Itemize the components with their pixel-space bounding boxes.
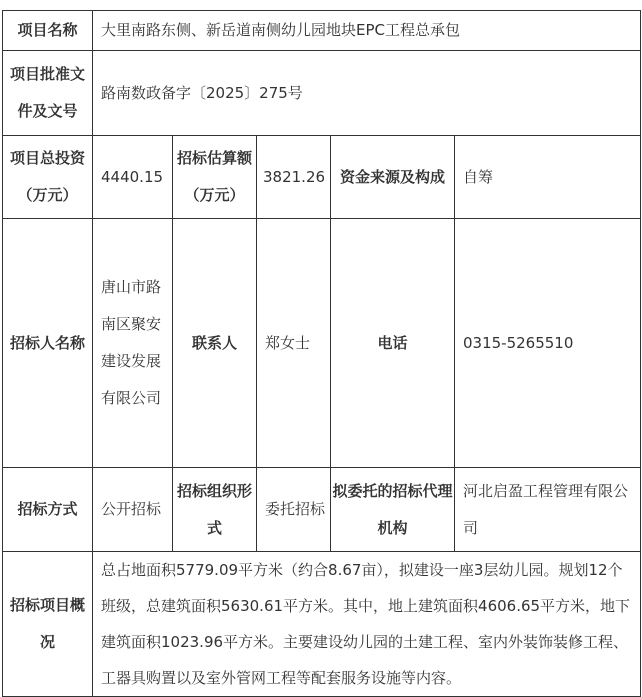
row-project-name	[3, 11, 641, 51]
project-name-label: 项目名称	[3, 11, 93, 51]
phone-label: 电话	[331, 219, 455, 468]
estimate-value: 3821.26	[257, 136, 331, 219]
fund-source-label: 资金来源及构成	[331, 136, 455, 219]
approval-label: 项目批准文件及文号	[3, 51, 93, 136]
method-label: 招标方式	[3, 468, 93, 552]
fund-source-value: 自筹	[455, 136, 641, 219]
tender-info-table	[2, 10, 641, 697]
investment-value: 4440.15	[93, 136, 173, 219]
row-tenderer	[3, 219, 641, 468]
row-investment	[3, 136, 641, 219]
overview-value: 总占地面积5779.09平方米（约合8.67亩），拟建设一座3层幼儿园。规划12个班级，总建筑面积5630.61平方米。其中，地上建筑面积4606.65平方米，地下建筑面积1023.96平方米。主要建设幼儿园的土建工程、室内外装饰装修工程、工器具购置以及室外管网工程等配套服务设施等内容。	[93, 552, 641, 697]
row-approval	[3, 51, 641, 136]
overview-label: 招标项目概况	[3, 552, 93, 697]
tenderer-value: 唐山市路南区聚安建设发展有限公司	[93, 219, 173, 468]
approval-value: 路南数政备字〔2025〕275号	[93, 51, 641, 136]
org-form-label: 招标组织形式	[173, 468, 257, 552]
row-method	[3, 468, 641, 552]
contact-label: 联系人	[173, 219, 257, 468]
investment-label: 项目总投资（万元）	[3, 136, 93, 219]
contact-value: 郑女士	[257, 219, 331, 468]
org-form-value: 委托招标	[257, 468, 331, 552]
tenderer-label: 招标人名称	[3, 219, 93, 468]
row-overview	[3, 552, 641, 697]
phone-value: 0315-5265510	[455, 219, 641, 468]
agency-value: 河北启盈工程管理有限公司	[455, 468, 641, 552]
agency-label: 拟委托的招标代理机构	[331, 468, 455, 552]
method-value: 公开招标	[93, 468, 173, 552]
estimate-label: 招标估算额（万元）	[173, 136, 257, 219]
project-name-value: 大里南路东侧、新岳道南侧幼儿园地块EPC工程总承包	[93, 11, 641, 51]
